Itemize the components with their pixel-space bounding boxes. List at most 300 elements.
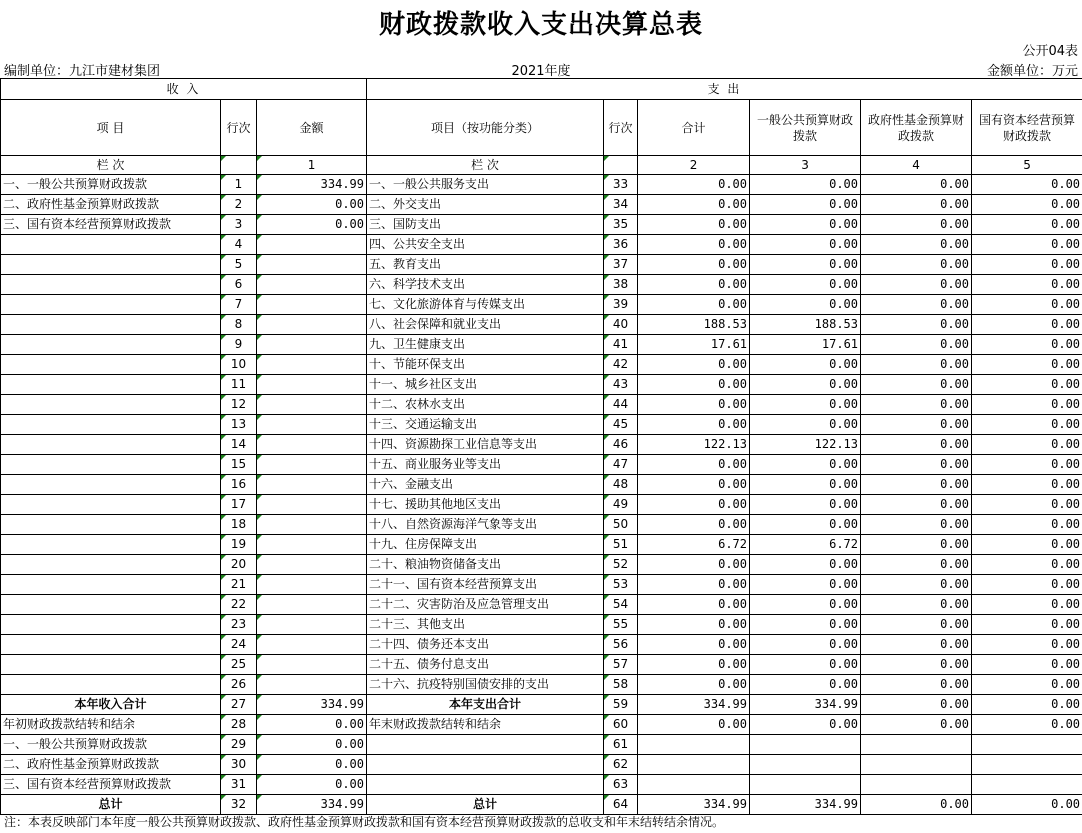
expense-fund: 0.00 <box>861 675 972 695</box>
expense-item: 一、一般公共服务支出 <box>367 175 604 195</box>
expense-line-no: 62 <box>604 755 638 775</box>
expense-fund: 0.00 <box>861 255 972 275</box>
expense-line-no: 51 <box>604 535 638 555</box>
income-line-no: 31 <box>221 775 257 795</box>
expense-line-no: 45 <box>604 415 638 435</box>
expense-general <box>750 735 861 755</box>
col-label-1: 栏 次 <box>1 156 221 175</box>
income-line-no: 25 <box>221 655 257 675</box>
expense-general: 0.00 <box>750 615 861 635</box>
expense-general: 0.00 <box>750 255 861 275</box>
expense-total <box>638 755 750 775</box>
expense-general: 334.99 <box>750 795 861 815</box>
expense-state: 0.00 <box>972 415 1082 435</box>
income-line-no: 28 <box>221 715 257 735</box>
income-item <box>1 395 221 415</box>
income-item: 一、一般公共预算财政拨款 <box>1 735 221 755</box>
expense-total <box>638 775 750 795</box>
income-line-no: 16 <box>221 475 257 495</box>
table-row <box>1 435 1082 455</box>
expense-total: 0.00 <box>638 415 750 435</box>
expense-total: 0.00 <box>638 255 750 275</box>
income-line-no: 18 <box>221 515 257 535</box>
table-row <box>1 415 1082 435</box>
expense-general: 0.00 <box>750 415 861 435</box>
expense-line-no: 60 <box>604 715 638 735</box>
expense-fund: 0.00 <box>861 715 972 735</box>
expense-total: 0.00 <box>638 675 750 695</box>
expense-item: 十六、金融支出 <box>367 475 604 495</box>
header-func-item: 项目（按功能分类） <box>367 100 604 156</box>
expense-total: 0.00 <box>638 455 750 475</box>
income-amount: 0.00 <box>257 775 367 795</box>
expense-general: 0.00 <box>750 355 861 375</box>
expense-general: 122.13 <box>750 435 861 455</box>
income-amount <box>257 235 367 255</box>
income-line-no: 17 <box>221 495 257 515</box>
expense-total: 0.00 <box>638 475 750 495</box>
expense-fund: 0.00 <box>861 515 972 535</box>
expense-item: 本年支出合计 <box>367 695 604 715</box>
expense-fund <box>861 755 972 775</box>
expense-general: 0.00 <box>750 515 861 535</box>
income-item: 三、国有资本经营预算财政拨款 <box>1 215 221 235</box>
income-line-no: 29 <box>221 735 257 755</box>
expense-line-no: 59 <box>604 695 638 715</box>
col-num-5: 5 <box>972 156 1082 175</box>
income-amount <box>257 255 367 275</box>
expense-state: 0.00 <box>972 575 1082 595</box>
expense-total: 6.72 <box>638 535 750 555</box>
expense-general: 334.99 <box>750 695 861 715</box>
expense-state: 0.00 <box>972 275 1082 295</box>
table-row <box>1 495 1082 515</box>
expense-general: 0.00 <box>750 395 861 415</box>
expense-general: 6.72 <box>750 535 861 555</box>
expense-line-no: 37 <box>604 255 638 275</box>
table-row <box>1 555 1082 575</box>
expense-state <box>972 755 1082 775</box>
expense-item: 二十五、债务付息支出 <box>367 655 604 675</box>
income-item <box>1 455 221 475</box>
expense-line-no: 48 <box>604 475 638 495</box>
expense-general: 0.00 <box>750 235 861 255</box>
expense-fund: 0.00 <box>861 375 972 395</box>
income-line-no: 27 <box>221 695 257 715</box>
header-row-no-2: 行次 <box>604 100 638 156</box>
expense-line-no: 55 <box>604 615 638 635</box>
income-amount <box>257 635 367 655</box>
expense-fund: 0.00 <box>861 795 972 815</box>
table-row <box>1 335 1082 355</box>
expense-total: 0.00 <box>638 355 750 375</box>
compiling-unit: 编制单位：九江市建材集团 <box>4 64 161 79</box>
expense-state: 0.00 <box>972 555 1082 575</box>
header-general: 一般公共预算财政拨款 <box>750 100 861 156</box>
income-amount <box>257 515 367 535</box>
expense-line-no: 58 <box>604 675 638 695</box>
expense-item: 十一、城乡社区支出 <box>367 375 604 395</box>
expense-line-no: 49 <box>604 495 638 515</box>
income-line-no: 1 <box>221 175 257 195</box>
expense-general <box>750 755 861 775</box>
page-title: 财政拨款收入支出决算总表 <box>378 10 703 40</box>
income-item: 总计 <box>1 795 221 815</box>
expense-total: 17.61 <box>638 335 750 355</box>
header-fund: 政府性基金预算财政拨款 <box>861 100 972 156</box>
expense-line-no: 57 <box>604 655 638 675</box>
income-line-no: 3 <box>221 215 257 235</box>
income-amount: 334.99 <box>257 175 367 195</box>
expense-total: 0.00 <box>638 635 750 655</box>
expense-item <box>367 735 604 755</box>
income-amount <box>257 575 367 595</box>
income-item: 年初财政拨款结转和结余 <box>1 715 221 735</box>
expense-total: 0.00 <box>638 175 750 195</box>
header-item: 项 目 <box>1 100 221 156</box>
income-amount <box>257 415 367 435</box>
expense-total: 0.00 <box>638 595 750 615</box>
expense-general: 0.00 <box>750 375 861 395</box>
expense-line-no: 35 <box>604 215 638 235</box>
table-row <box>1 575 1082 595</box>
expense-fund: 0.00 <box>861 435 972 455</box>
table-row <box>1 735 1082 755</box>
expense-fund: 0.00 <box>861 695 972 715</box>
table-row <box>1 475 1082 495</box>
income-item <box>1 535 221 555</box>
table-row <box>1 755 1082 775</box>
fiscal-table <box>0 78 1082 815</box>
expense-fund: 0.00 <box>861 195 972 215</box>
expense-item <box>367 755 604 775</box>
income-item <box>1 415 221 435</box>
expense-item: 总计 <box>367 795 604 815</box>
expense-state: 0.00 <box>972 315 1082 335</box>
expense-fund: 0.00 <box>861 215 972 235</box>
income-line-no: 24 <box>221 635 257 655</box>
expense-state: 0.00 <box>972 395 1082 415</box>
expense-item: 三、国防支出 <box>367 215 604 235</box>
expense-general: 0.00 <box>750 455 861 475</box>
income-line-no: 19 <box>221 535 257 555</box>
expense-general: 17.61 <box>750 335 861 355</box>
expense-general: 0.00 <box>750 595 861 615</box>
expense-total: 0.00 <box>638 215 750 235</box>
table-row <box>1 695 1082 715</box>
expense-state: 0.00 <box>972 355 1082 375</box>
expense-state: 0.00 <box>972 375 1082 395</box>
expense-state: 0.00 <box>972 175 1082 195</box>
expense-fund: 0.00 <box>861 355 972 375</box>
expense-general: 0.00 <box>750 555 861 575</box>
expense-total: 334.99 <box>638 795 750 815</box>
table-row <box>1 795 1082 815</box>
expense-line-no: 53 <box>604 575 638 595</box>
expense-state: 0.00 <box>972 515 1082 535</box>
expense-total: 0.00 <box>638 195 750 215</box>
expense-item: 十五、商业服务业等支出 <box>367 455 604 475</box>
expense-line-no: 42 <box>604 355 638 375</box>
income-item <box>1 495 221 515</box>
income-amount <box>257 295 367 315</box>
expense-state: 0.00 <box>972 255 1082 275</box>
income-amount <box>257 455 367 475</box>
expense-line-no: 41 <box>604 335 638 355</box>
income-amount <box>257 495 367 515</box>
table-row <box>1 635 1082 655</box>
expense-general: 188.53 <box>750 315 861 335</box>
income-item: 三、国有资本经营预算财政拨款 <box>1 775 221 795</box>
expense-fund: 0.00 <box>861 275 972 295</box>
expense-item <box>367 775 604 795</box>
expense-item: 二十四、债务还本支出 <box>367 635 604 655</box>
income-amount <box>257 435 367 455</box>
table-row <box>1 395 1082 415</box>
table-row <box>1 715 1082 735</box>
expense-state: 0.00 <box>972 695 1082 715</box>
income-item <box>1 675 221 695</box>
expense-total: 0.00 <box>638 715 750 735</box>
income-amount: 0.00 <box>257 735 367 755</box>
income-amount <box>257 555 367 575</box>
table-row <box>1 315 1082 335</box>
expense-general: 0.00 <box>750 175 861 195</box>
expense-line-no: 61 <box>604 735 638 755</box>
income-amount <box>257 595 367 615</box>
expense-item: 二、外交支出 <box>367 195 604 215</box>
expense-item: 五、教育支出 <box>367 255 604 275</box>
expense-item: 八、社会保障和就业支出 <box>367 315 604 335</box>
income-line-no: 32 <box>221 795 257 815</box>
expense-state: 0.00 <box>972 455 1082 475</box>
income-item <box>1 475 221 495</box>
expense-fund <box>861 775 972 795</box>
expense-state: 0.00 <box>972 715 1082 735</box>
expense-fund: 0.00 <box>861 575 972 595</box>
header-state: 国有资本经营预算财政拨款 <box>972 100 1082 156</box>
income-line-no: 13 <box>221 415 257 435</box>
expense-fund: 0.00 <box>861 535 972 555</box>
table-row <box>1 655 1082 675</box>
expense-total: 0.00 <box>638 375 750 395</box>
income-line-no: 4 <box>221 235 257 255</box>
expense-item: 二十三、其他支出 <box>367 615 604 635</box>
income-item: 二、政府性基金预算财政拨款 <box>1 195 221 215</box>
expense-general: 0.00 <box>750 275 861 295</box>
income-item <box>1 555 221 575</box>
expense-state: 0.00 <box>972 215 1082 235</box>
income-item <box>1 235 221 255</box>
income-item: 本年收入合计 <box>1 695 221 715</box>
expense-general <box>750 775 861 795</box>
table-row <box>1 615 1082 635</box>
income-item <box>1 515 221 535</box>
expense-item: 二十、粮油物资储备支出 <box>367 555 604 575</box>
col-blank-1 <box>221 156 257 175</box>
table-row <box>1 515 1082 535</box>
income-amount <box>257 275 367 295</box>
expense-total: 0.00 <box>638 235 750 255</box>
expense-total: 0.00 <box>638 615 750 635</box>
income-item <box>1 315 221 335</box>
income-item <box>1 435 221 455</box>
fiscal-year: 2021年度 <box>511 64 571 79</box>
income-amount <box>257 395 367 415</box>
expense-state: 0.00 <box>972 655 1082 675</box>
expense-fund: 0.00 <box>861 295 972 315</box>
expense-state: 0.00 <box>972 635 1082 655</box>
expense-general: 0.00 <box>750 475 861 495</box>
income-item: 一、一般公共预算财政拨款 <box>1 175 221 195</box>
expense-general: 0.00 <box>750 495 861 515</box>
income-line-no: 20 <box>221 555 257 575</box>
table-row <box>1 255 1082 275</box>
expense-line-no: 64 <box>604 795 638 815</box>
expense-item: 六、科学技术支出 <box>367 275 604 295</box>
expense-line-no: 43 <box>604 375 638 395</box>
expense-line-no: 54 <box>604 595 638 615</box>
income-line-no: 23 <box>221 615 257 635</box>
table-row <box>1 355 1082 375</box>
expense-total: 0.00 <box>638 395 750 415</box>
expense-state: 0.00 <box>972 475 1082 495</box>
income-line-no: 2 <box>221 195 257 215</box>
expense-line-no: 52 <box>604 555 638 575</box>
income-item <box>1 575 221 595</box>
expense-line-no: 40 <box>604 315 638 335</box>
income-item <box>1 255 221 275</box>
expense-item: 十二、农林水支出 <box>367 395 604 415</box>
expense-fund: 0.00 <box>861 415 972 435</box>
col-blank-2 <box>604 156 638 175</box>
income-item: 二、政府性基金预算财政拨款 <box>1 755 221 775</box>
income-item <box>1 655 221 675</box>
form-number: 公开04表 <box>1022 44 1078 59</box>
table-row <box>1 195 1082 215</box>
expense-fund: 0.00 <box>861 335 972 355</box>
expense-total: 0.00 <box>638 275 750 295</box>
table-row <box>1 295 1082 315</box>
income-amount: 0.00 <box>257 215 367 235</box>
income-amount <box>257 375 367 395</box>
table-row <box>1 215 1082 235</box>
income-item <box>1 275 221 295</box>
expense-fund: 0.00 <box>861 495 972 515</box>
expense-state: 0.00 <box>972 435 1082 455</box>
table-row <box>1 375 1082 395</box>
expense-item: 年末财政拨款结转和结余 <box>367 715 604 735</box>
income-amount <box>257 655 367 675</box>
table-row <box>1 275 1082 295</box>
expense-line-no: 46 <box>604 435 638 455</box>
expense-total <box>638 735 750 755</box>
income-amount: 334.99 <box>257 695 367 715</box>
footnote: 注：本表反映部门本年度一般公共预算财政拨款、政府性基金预算财政拨款和国有资本经营预算财政拨款的总收支和年末结转结余情况。 <box>4 815 725 829</box>
expense-item: 十三、交通运输支出 <box>367 415 604 435</box>
expense-item: 二十一、国有资本经营预算支出 <box>367 575 604 595</box>
expense-total: 0.00 <box>638 575 750 595</box>
expense-item: 二十六、抗疫特别国债安排的支出 <box>367 675 604 695</box>
income-line-no: 11 <box>221 375 257 395</box>
col-label-2: 栏 次 <box>367 156 604 175</box>
expense-state: 0.00 <box>972 795 1082 815</box>
expense-line-no: 44 <box>604 395 638 415</box>
expense-fund: 0.00 <box>861 235 972 255</box>
header-total: 合计 <box>638 100 750 156</box>
expense-line-no: 56 <box>604 635 638 655</box>
expense-general: 0.00 <box>750 635 861 655</box>
expense-state: 0.00 <box>972 535 1082 555</box>
expense-state: 0.00 <box>972 195 1082 215</box>
expense-line-no: 33 <box>604 175 638 195</box>
expense-total: 0.00 <box>638 495 750 515</box>
expense-state: 0.00 <box>972 295 1082 315</box>
expense-line-no: 34 <box>604 195 638 215</box>
expense-fund: 0.00 <box>861 315 972 335</box>
income-line-no: 15 <box>221 455 257 475</box>
expense-total: 0.00 <box>638 295 750 315</box>
table-row <box>1 775 1082 795</box>
col-num-1: 1 <box>257 156 367 175</box>
income-amount: 0.00 <box>257 715 367 735</box>
income-line-no: 30 <box>221 755 257 775</box>
income-amount <box>257 615 367 635</box>
expense-line-no: 36 <box>604 235 638 255</box>
expense-total: 0.00 <box>638 555 750 575</box>
expense-item: 十、节能环保支出 <box>367 355 604 375</box>
expense-item: 九、卫生健康支出 <box>367 335 604 355</box>
table-row <box>1 675 1082 695</box>
expense-line-no: 50 <box>604 515 638 535</box>
header-amount: 金额 <box>257 100 367 156</box>
expense-item: 十七、援助其他地区支出 <box>367 495 604 515</box>
expense-general: 0.00 <box>750 575 861 595</box>
table-row <box>1 595 1082 615</box>
expense-fund <box>861 735 972 755</box>
income-amount <box>257 355 367 375</box>
expense-total: 122.13 <box>638 435 750 455</box>
expense-fund: 0.00 <box>861 475 972 495</box>
income-item <box>1 295 221 315</box>
income-line-no: 8 <box>221 315 257 335</box>
expense-section-header: 支 出 <box>367 79 1082 100</box>
income-amount <box>257 675 367 695</box>
header-row-no: 行次 <box>221 100 257 156</box>
expense-line-no: 63 <box>604 775 638 795</box>
col-num-4: 4 <box>861 156 972 175</box>
expense-item: 四、公共安全支出 <box>367 235 604 255</box>
expense-general: 0.00 <box>750 715 861 735</box>
col-num-2: 2 <box>638 156 750 175</box>
income-item <box>1 615 221 635</box>
expense-item: 二十二、灾害防治及应急管理支出 <box>367 595 604 615</box>
expense-general: 0.00 <box>750 215 861 235</box>
income-item <box>1 635 221 655</box>
expense-fund: 0.00 <box>861 635 972 655</box>
income-line-no: 7 <box>221 295 257 315</box>
income-amount <box>257 335 367 355</box>
income-line-no: 5 <box>221 255 257 275</box>
expense-total: 334.99 <box>638 695 750 715</box>
expense-line-no: 38 <box>604 275 638 295</box>
income-item <box>1 595 221 615</box>
expense-fund: 0.00 <box>861 395 972 415</box>
expense-state: 0.00 <box>972 595 1082 615</box>
expense-line-no: 47 <box>604 455 638 475</box>
income-amount <box>257 475 367 495</box>
income-amount: 0.00 <box>257 755 367 775</box>
